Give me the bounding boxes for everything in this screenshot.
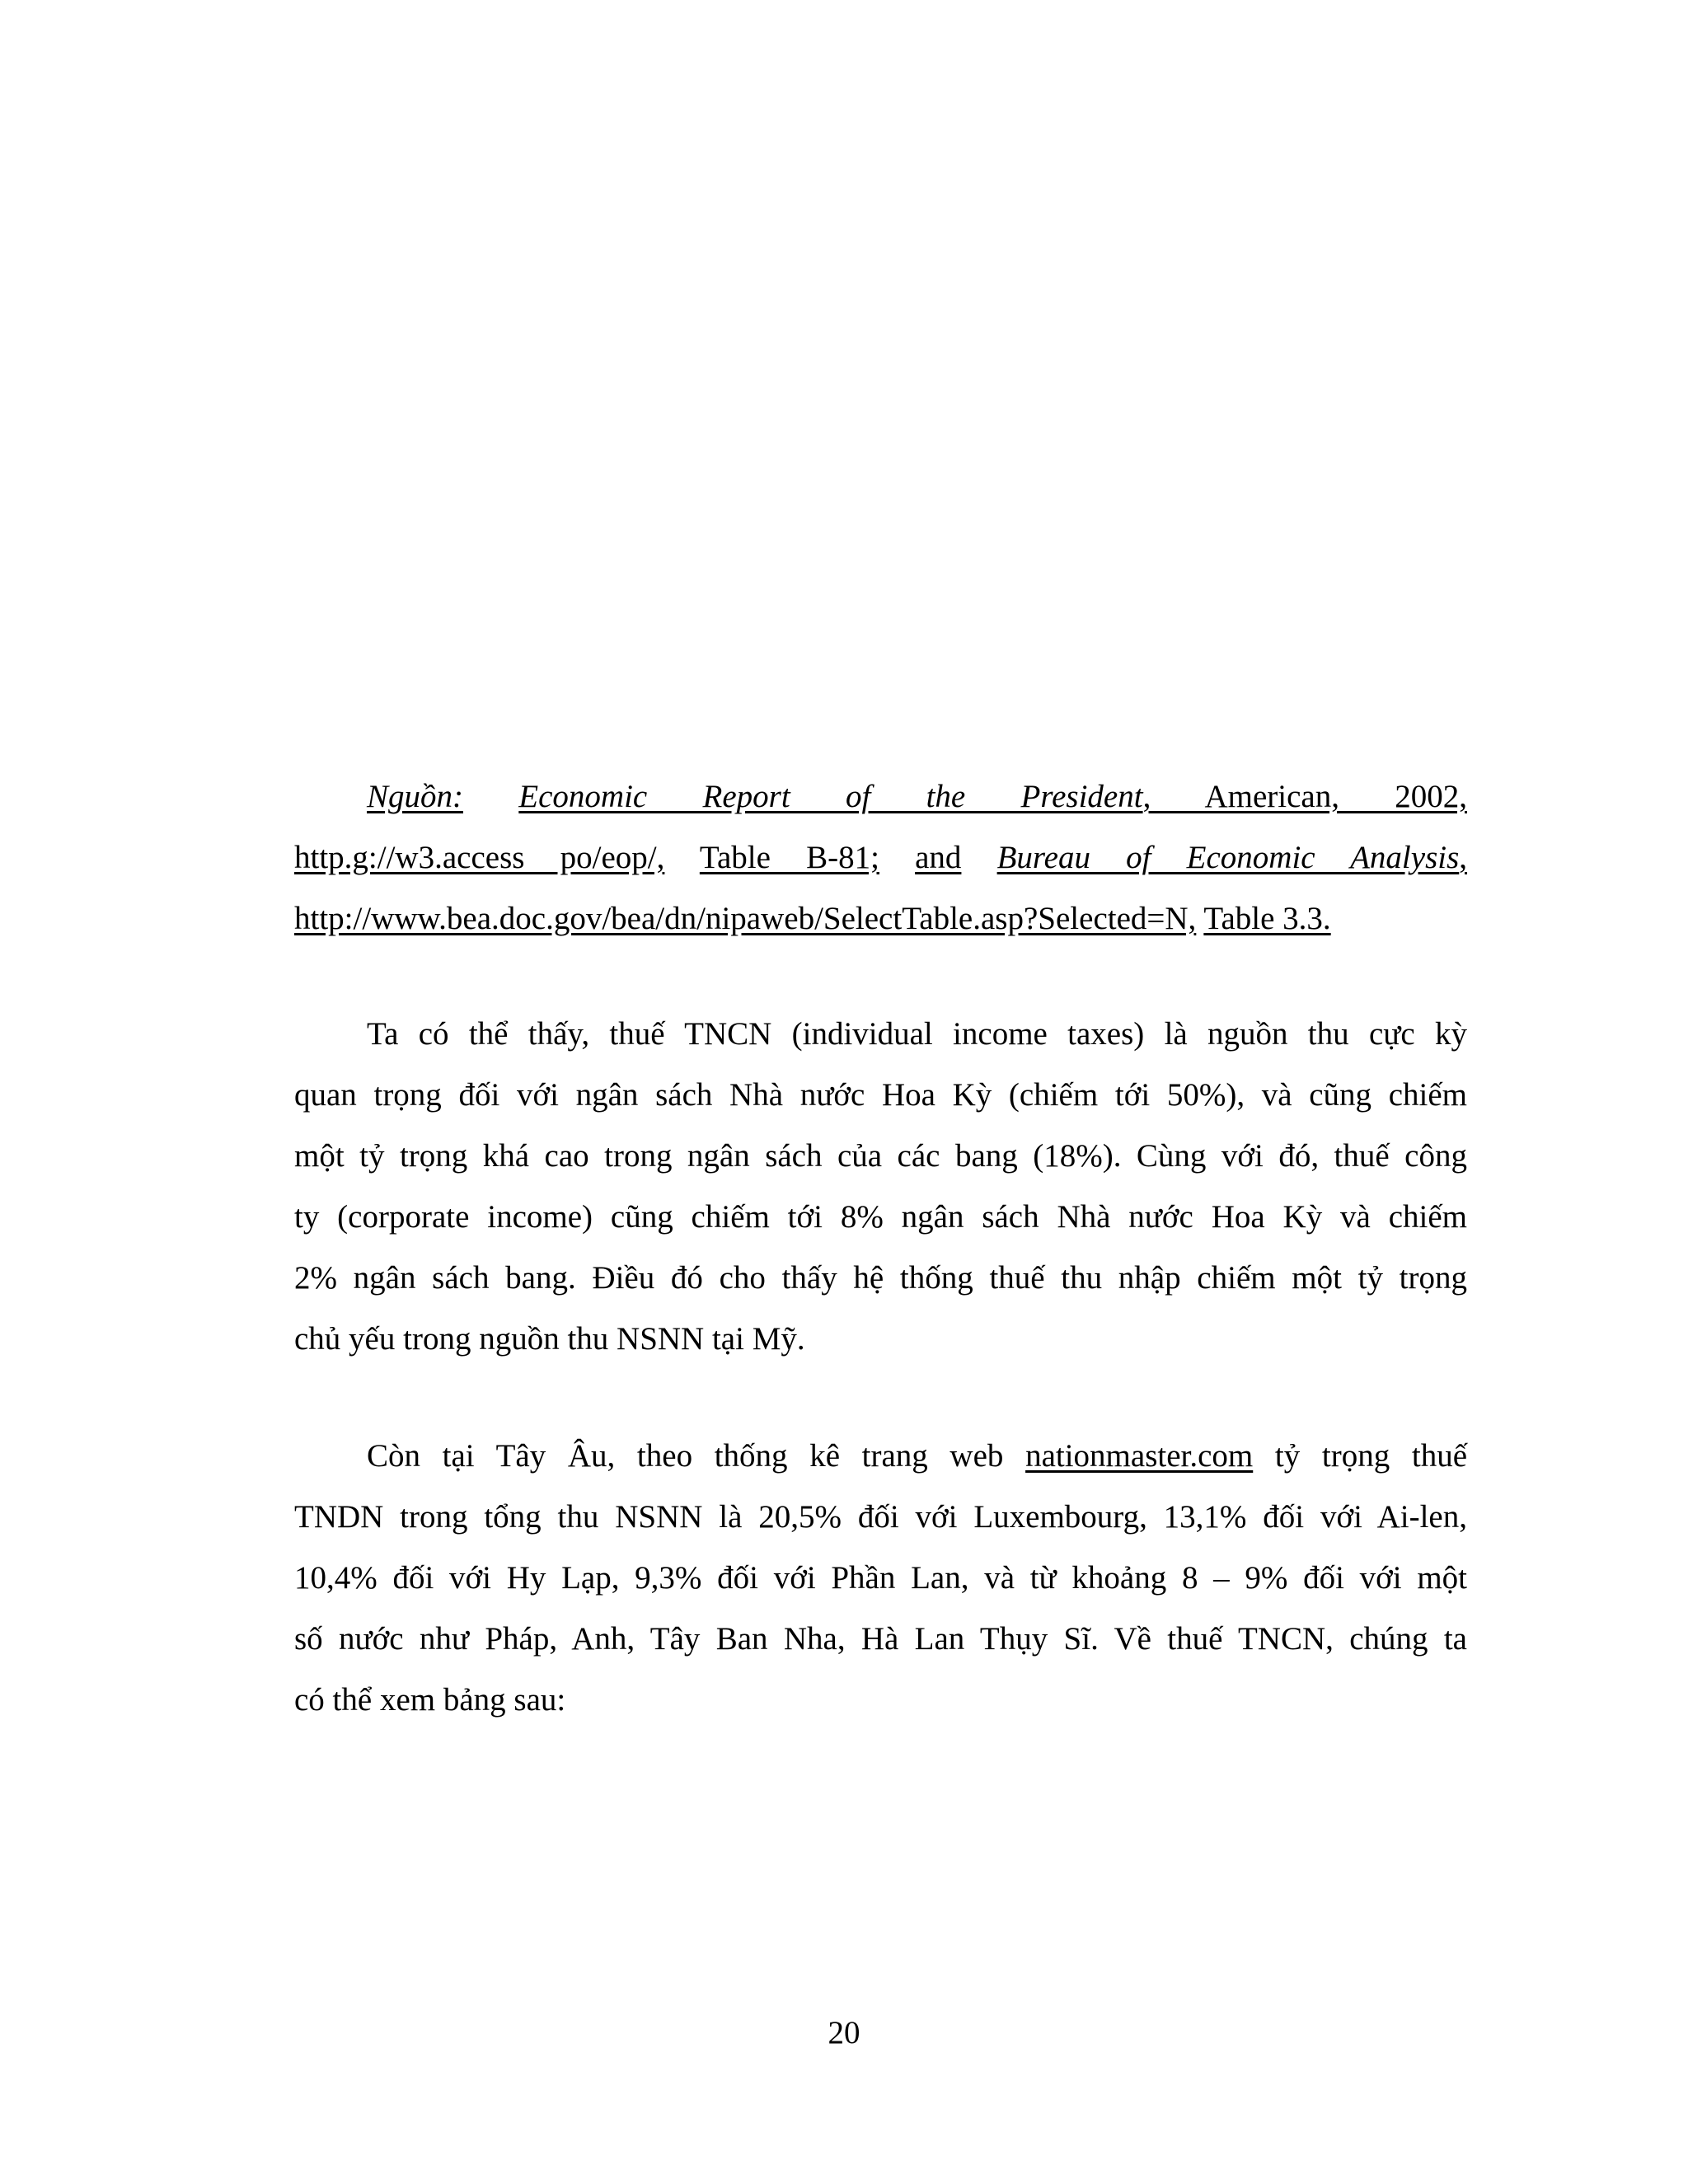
source-url-1[interactable]: http.g://w3.access po/eop/, [294, 840, 665, 875]
paragraph2-line: TNDN trong tổng thu NSNN là 20,5% đối với Luxembourg, 13,1% đối với Ai-len, [294, 1499, 1467, 1535]
source-table-2: Table 3.3. [1203, 901, 1331, 936]
paragraph2-line: 10,4% đối với Hy Lạp, 9,3% đối với Phần Lan, và từ khoảng 8 – 9% đối với một [294, 1560, 1467, 1596]
paragraph2-line: có thể xem bảng sau: [294, 1682, 566, 1718]
paragraph2-line1-pre: Còn tại Tây Âu, theo thống kê trang web [367, 1438, 1004, 1474]
page-number: 20 [828, 2015, 860, 2050]
paragraph-western-europe [294, 1426, 1467, 1731]
paragraph1-line: quan trọng đối với ngân sách Nhà nước Hoa Kỳ (chiếm tới 50%), và cũng chiếm [294, 1077, 1467, 1113]
source-bureau: Bureau of Economic Analysis [996, 840, 1460, 875]
source-line-1 [294, 766, 1467, 827]
source-url-2[interactable]: http://www.bea.doc.gov/bea/dn/nipaweb/SelectTable.asp?Selected=N, [294, 901, 1197, 936]
paragraph2-line [294, 1426, 1467, 1487]
paragraph-income-tax-us [294, 1004, 1467, 1370]
source-line-3 [294, 888, 1467, 949]
paragraph2-line: số nước như Pháp, Anh, Tây Ban Nha, Hà Lan Thụy Sĩ. Về thuế TNCN, chúng ta [294, 1621, 1467, 1657]
source-and: and [915, 840, 962, 875]
source-comma: , [1459, 840, 1468, 875]
source-table-1: Table B-81; [699, 840, 879, 875]
source-label: Nguồn: [367, 779, 463, 814]
paragraph1-line: 2% ngân sách bang. Điều đó cho thấy hệ thống thuế thu nhập chiếm một tỷ trọng [294, 1260, 1467, 1296]
paragraph1-line: chủ yếu trong nguồn thu NSNN tại Mỹ. [294, 1321, 805, 1357]
nationmaster-link[interactable]: nationmaster.com [1025, 1438, 1254, 1474]
source-country-year: , American, 2002, [1142, 779, 1467, 814]
source-line-2 [294, 827, 1467, 888]
source-title: Economic Report of the President [518, 779, 1143, 814]
paragraph1-line: ty (corporate income) cũng chiếm tới 8% ngân sách Nhà nước Hoa Kỳ và chiếm [294, 1199, 1467, 1235]
paragraph1-line: Ta có thể thấy, thuế TNCN (individual income taxes) là nguồn thu cực kỳ [367, 1016, 1467, 1052]
source-citation [294, 766, 1467, 949]
paragraph1-line: một tỷ trọng khá cao trong ngân sách của các bang (18%). Cùng với đó, thuế công [294, 1138, 1467, 1174]
paragraph2-line1-post: tỷ trọng thuế [1274, 1438, 1468, 1474]
